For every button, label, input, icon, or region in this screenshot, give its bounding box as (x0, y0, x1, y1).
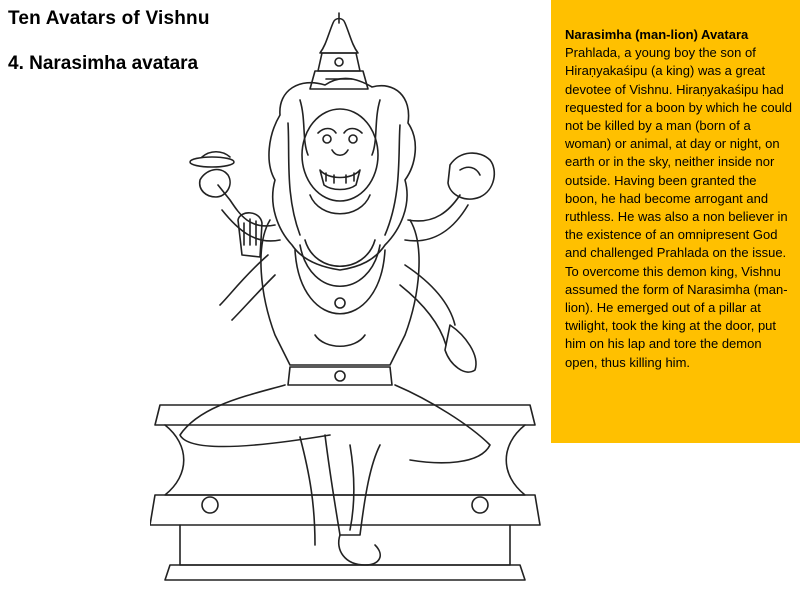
legs (180, 385, 490, 565)
description-heading: Narasimha (man-lion) Avatara (565, 27, 749, 42)
description-body: Prahlada, a young boy the son of Hiraṇyakaśipu (a king) was a great devotee of Vishnu. Hiraṇyakaśipu had requested for a boon by which he could not be killed by a man (born of a woman) or animal, at day or night, on earth or in the sky, neither inside nor outside. Having been granted the boon, he had become arrogant and ruthless. He was also a non believer in the existence of an omnipresent God and challenged Prahlada on the issue. To overcome this demon king, Vishnu assumed the form of Narasimha (man-lion). He emerged out of a pillar at twilight, took the king at the door, put him on his lap and tore the demon open, thus killing him. (565, 45, 792, 370)
description-panel (551, 0, 800, 443)
right-upper-arm (405, 153, 494, 241)
lion-mane (269, 78, 415, 270)
necklaces (295, 240, 385, 314)
left-lower-arm (220, 213, 275, 320)
right-lower-arm (400, 265, 476, 372)
crown (310, 13, 368, 89)
torso (261, 220, 419, 385)
slide-subtitle: 4. Narasimha avatara (8, 53, 199, 74)
pedestal (150, 405, 540, 580)
narasimha-illustration (150, 5, 545, 597)
slide-title: Ten Avatars of Vishnu (8, 8, 210, 29)
lion-face (302, 109, 378, 214)
